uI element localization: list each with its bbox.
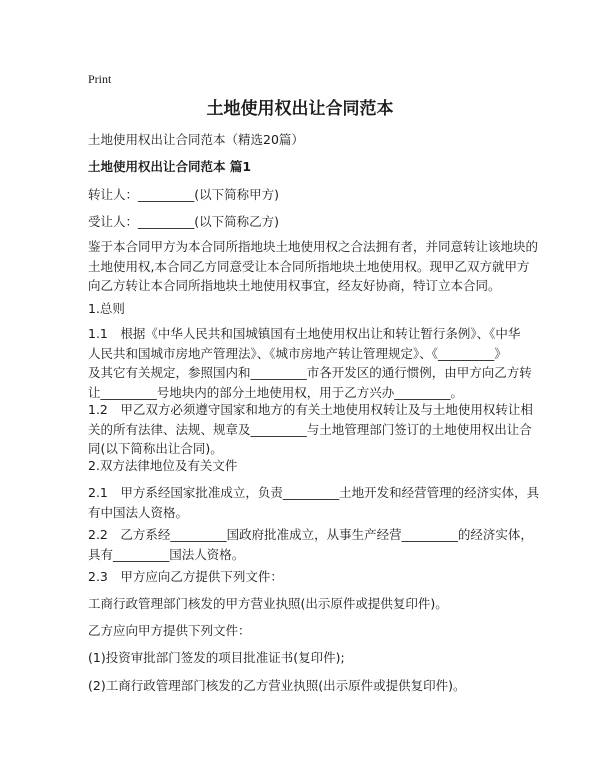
- section-heading: 土地使用权出让合同范本 篇1: [88, 159, 252, 174]
- clause-1-2: [88, 400, 533, 459]
- text-line: 具有_________国法人资格。: [88, 546, 245, 562]
- text-line: 2.1 甲方系经国家批准成立，负责_________土地开发和经营管理的经济实体，具: [88, 485, 540, 500]
- print-label: Print: [88, 72, 112, 86]
- list-item: 工商行政管理部门核发的甲方营业执照(出示原件或提供复印件)。: [88, 596, 448, 611]
- subtitle: 土地使用权出让合同范本（精选20篇）: [88, 132, 304, 147]
- list-item: 乙方应向甲方提供下列文件：: [88, 623, 251, 638]
- text-line: 2.2 乙方系经_________国政府批准成立，从事生产经营_________的经济实体，: [88, 527, 533, 542]
- list-item: (2)工商行政管理部门核发的乙方营业执照(出示原件或提供复印件)。: [88, 678, 466, 693]
- clause-1-1: [88, 324, 532, 402]
- clause-2-1: [88, 483, 540, 522]
- text-line: 土地使用权,本合同乙方同意受让本合同所指地块土地使用权。现甲乙双方就甲方: [88, 258, 530, 274]
- text-line: 让_________号地块内的部分土地使用权，用于乙方兴办_________。: [88, 384, 464, 400]
- preamble-paragraph: [88, 237, 539, 296]
- document-title: 土地使用权出让合同范本: [206, 99, 394, 119]
- list-item: (1)投资审批部门签发的项目批准证书(复印件);: [88, 650, 345, 665]
- text-line: 及其它有关规定，参照国内和_________市各开发区的通行惯例，由甲方向乙方转: [88, 365, 532, 380]
- transferor-line: 转让人：_________(以下简称甲方): [88, 187, 280, 202]
- text-line: 同(以下简称出让合同)。: [88, 441, 223, 456]
- text-line: 1.1 根据《中华人民共和国城镇国有土地使用权出让和转让暂行条例》、《中华: [88, 326, 521, 341]
- text-line: 人民共和国城市房地产管理法》、《城市房地产转让管理规定》、《_________》: [88, 345, 507, 361]
- text-line: 有中国法人资格。: [88, 504, 189, 520]
- text-line: 关的所有法律、法规、规章及_________与土地管理部门签订的土地使用权出让合: [88, 421, 532, 437]
- transferee-line: 受让人：_________(以下简称乙方): [88, 214, 280, 229]
- clause-2-3: 2.3 甲方应向乙方提供下列文件：: [88, 569, 283, 584]
- text-line: 1.2 甲乙双方必须遵守国家和地方的有关土地使用权转让及与土地使用权转让相: [88, 402, 533, 417]
- clause-2-2: [88, 525, 533, 564]
- section-1-heading: 1.总则: [88, 301, 125, 316]
- section-2-heading: 2.双方法律地位及有关文件: [88, 458, 238, 473]
- text-line: 向乙方转让本合同所指地块土地使用权事宜，经友好协商，特订立本合同。: [88, 278, 501, 293]
- text-line: 鉴于本合同甲方为本合同所指地块土地使用权之合法拥有者，并同意转让该地块的: [88, 239, 539, 254]
